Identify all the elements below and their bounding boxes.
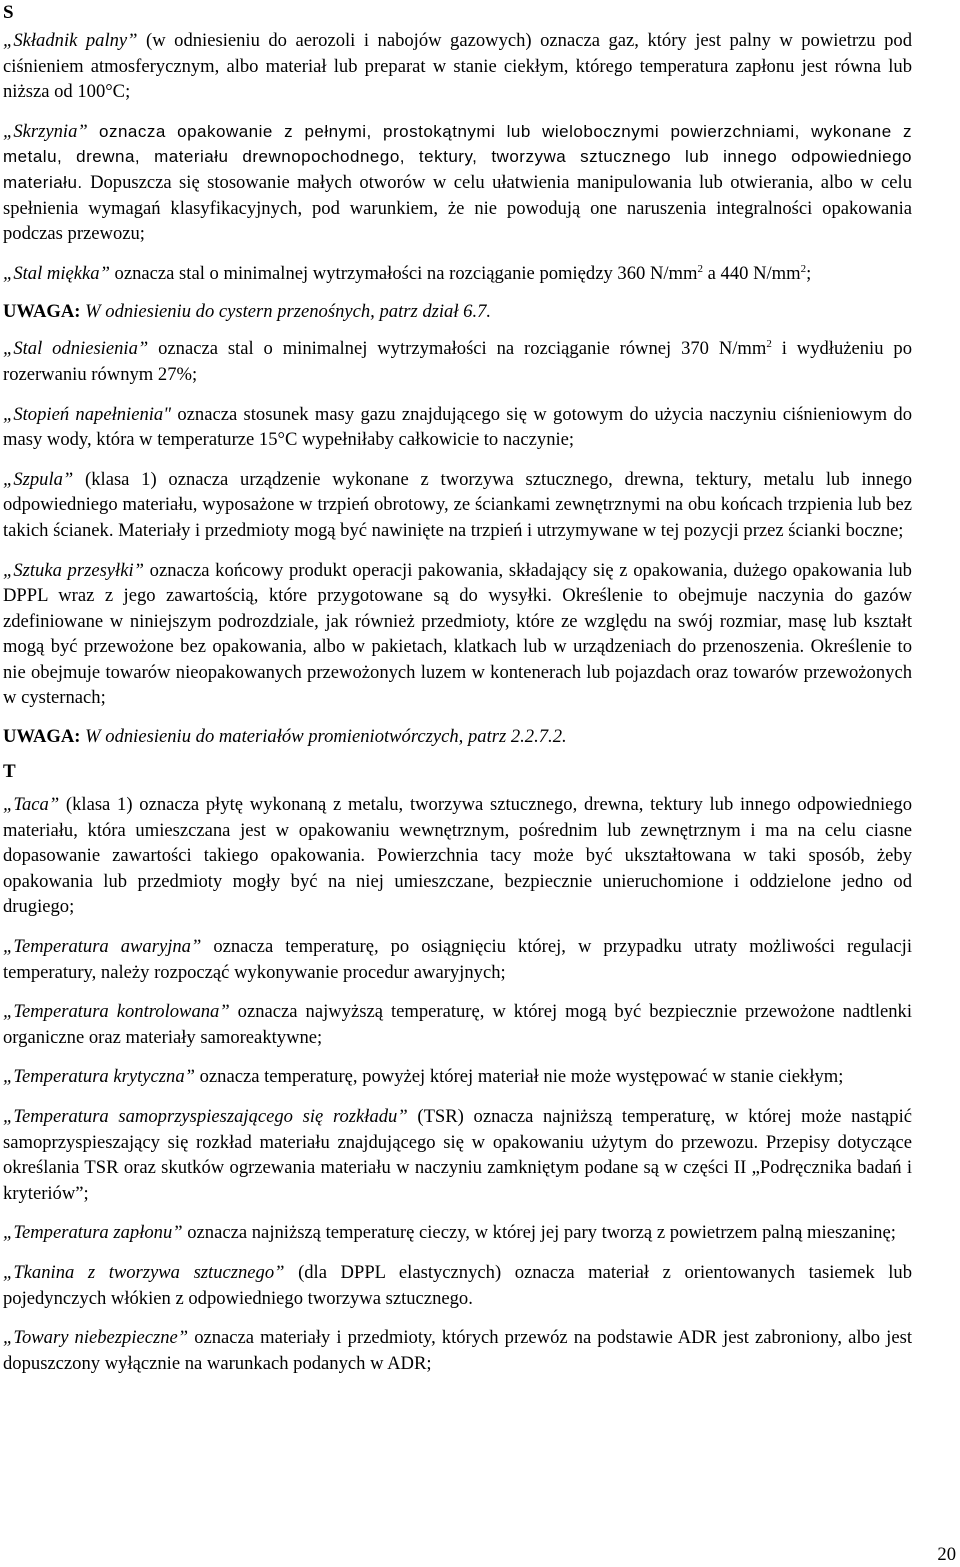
note-label: UWAGA: bbox=[3, 726, 81, 748]
definition-text: (TSR) oznacza najniższą temperaturę, w której może nastąpić samoprzyspieszający się rozkład materiału znajdującego się w opakowaniu użytym do przewozu. Przepisy dotyczące określania TSR oraz skutków ogrzewania materiału w naczyniu zamkniętym podane są w części II „Podręcznika badań i kryteriów”; bbox=[3, 1106, 913, 1204]
definition-text-continued: i wydłużeniu po rozerwaniu równym 27%; bbox=[3, 338, 912, 385]
definition-stal-odniesienia bbox=[3, 336, 912, 387]
definition-text: oznacza materiały i przedmioty, których przewóz na podstawie ADR jest zabroniony, albo jest dopuszczony wyłącznie na warunkach podanych w ADR; bbox=[3, 1327, 912, 1374]
definition-text: oznacza najwyższą temperaturę, w której mogą być bezpiecznie przewożone nadtlenki organiczne oraz materiały samoreaktywne; bbox=[3, 1001, 912, 1048]
definition-text: oznacza najniższą temperaturę cieczy, w której jej pary tworzą z powietrzem palną mieszaninę; bbox=[182, 1222, 896, 1244]
definition-tkanina bbox=[3, 1260, 912, 1311]
superscript: 2 bbox=[800, 262, 807, 275]
definition-temperatura-awaryjna bbox=[3, 934, 912, 985]
definition-term: „Towary niebezpieczne” bbox=[3, 1327, 189, 1349]
definition-temperatura-krytyczna bbox=[3, 1064, 912, 1090]
definition-term: „Taca” bbox=[3, 794, 60, 816]
definition-temperatura-kontrolowana bbox=[3, 999, 912, 1050]
definition-text: oznacza stosunek masy gazu znajdującego się w gotowym do użycia naczyniu ciśnieniowym do masy wody, która w temperaturze 15°C wypełniłaby całkowicie to naczynie; bbox=[3, 403, 912, 451]
superscript: 2 bbox=[697, 262, 703, 275]
definition-term: „Skrzynia” bbox=[3, 120, 88, 142]
note-cystern bbox=[3, 300, 912, 324]
definition-term: „Składnik palny” bbox=[3, 30, 138, 51]
definition-sztuka-przesylki bbox=[3, 558, 912, 712]
definition-text-continued: Dopuszcza się stosowanie małych otworów w celu ułatwienia manipulowania lub otwierania, albo w celu spełnienia wymagań klasyfikacyjnych, pod warunkiem, że nie powodują one naruszenia integralności opakowania podczas przewozu; bbox=[3, 171, 912, 245]
section-letter-t: T bbox=[3, 761, 16, 783]
definition-towary-niebezpieczne bbox=[3, 1325, 912, 1376]
definition-term: „Temperatura zapłonu” bbox=[3, 1222, 183, 1244]
definition-text: (klasa 1) oznacza urządzenie wykonane z tworzywa sztucznego, drewna, tektury, metalu lub innego odpowiedniego materiału, wyposażone w trzpień obrotowy, ze ściankami zewnętrznymi na obu końcach trzpienia lub bez takich ścianek. Materiały i przedmioty mogą być nawinięte na trzpień i utrzymywane w tej pozycji przez ścianki boczne; bbox=[3, 468, 912, 541]
definition-term: „Temperatura kontrolowana” bbox=[3, 1001, 230, 1023]
definition-temperatura-zaplonu bbox=[3, 1220, 912, 1246]
page-number: 20 bbox=[937, 1544, 956, 1565]
note-text: W odniesieniu do materiałów promieniotwórczych, patrz 2.2.7.2. bbox=[80, 726, 567, 748]
superscript: 2 bbox=[766, 338, 772, 351]
definition-temperatura-samoprzyspieszajacego-rozkladu bbox=[3, 1104, 912, 1206]
note-text: W odniesieniu do cystern przenośnych, patrz dział 6.7. bbox=[80, 301, 492, 323]
note-promieniotworcze bbox=[3, 725, 912, 749]
definition-term: „Stopień napełnienia" bbox=[3, 403, 172, 425]
definition-term: „Temperatura awaryjna” bbox=[3, 936, 202, 958]
definition-text: oznacza temperaturę, po osiągnięciu której, w przypadku utraty możliwości regulacji temperatury, należy rozpocząć wykonywanie procedur awaryjnych; bbox=[3, 936, 913, 983]
definition-taca bbox=[3, 792, 912, 920]
note-label: UWAGA: bbox=[3, 301, 81, 323]
definition-text: oznacza stal o minimalnej wytrzymałości na rozciąganie pomiędzy 360 N/mm bbox=[109, 262, 698, 284]
definition-term: „Stal miękka” bbox=[3, 262, 110, 284]
document-page bbox=[3, 0, 912, 1390]
definition-term: „Temperatura krytyczna” bbox=[3, 1066, 195, 1088]
definition-stal-miekka bbox=[3, 261, 912, 287]
definition-term: „Temperatura samoprzyspieszającego się rozkładu” bbox=[3, 1106, 408, 1127]
definition-text: (w odniesieniu do aerozoli i nabojów gazowych) oznacza gaz, który jest palny w powietrzu pod ciśnieniem atmosferycznym, albo materiał lub preparat w stanie ciekłym, którego temperatura zapłonu jest równa lub niższa od 100°C; bbox=[3, 30, 912, 103]
definition-szpula bbox=[3, 467, 912, 544]
definition-term: „Tkanina z tworzywa sztucznego” bbox=[3, 1261, 285, 1283]
definition-text: (dla DPPL elastycznych) oznacza materiał z orientowanych tasiemek lub pojedynczych włókien z odpowiedniego tworzywa sztucznego. bbox=[3, 1261, 913, 1309]
definition-skrzynia bbox=[3, 119, 912, 247]
definition-text-end: ; bbox=[806, 262, 812, 284]
definition-skladnik-palny bbox=[3, 28, 912, 105]
definition-text: oznacza temperaturę, powyżej której materiał nie może występować w stanie ciekłym; bbox=[194, 1066, 844, 1088]
definition-term: „Szpula” bbox=[3, 468, 74, 490]
definition-text: (klasa 1) oznacza płytę wykonaną z metalu, tworzywa sztucznego, drewna, tektury lub innego odpowiedniego materiału, która umieszczana jest w opakowaniu wewnętrznym, pośrednim lub zewnętrznym i ma na celu ciasne dopasowanie zawartości takiego opakowania. Powierzchnia tacy może być ukształtowana w taki sposób, żeby opakowania lub przedmioty mogły być na niej umieszczane, bezpiecznie unieruchomione i oddzielone jedno od drugiego; bbox=[3, 794, 912, 918]
definition-term: „Stal odniesienia” bbox=[3, 338, 149, 360]
definition-term: „Sztuka przesyłki” bbox=[3, 559, 144, 581]
definition-text: oznacza stal o minimalnej wytrzymałości na rozciąganie równej 370 N/mm bbox=[148, 338, 767, 360]
definition-stopien-napelnienia bbox=[3, 402, 912, 453]
definition-text: oznacza końcowy produkt operacji pakowania, składający się z opakowania, dużego opakowania lub DPPL wraz z jego zawartością, które przygotowane są do wysyłki. Określenie to obejmuje naczynia do gazów zdefiniowane w niniejszym podrozdziale, jak również przedmioty, które ze względu na swój rozmiar, masę lub kształt mogą być przewożone bez opakowania, albo w pakietach, klatkach lub w urządzeniach do przenoszenia. Określenie to nie obejmuje towarów nieopakowanych przewożonych luzem w kontenerach lub pojazdach oraz towarów przewożonych w cysternach; bbox=[3, 559, 912, 709]
definition-text: oznacza opakowanie z pełnymi, prostokątnymi lub wielobocznymi powierzchniami, wykonane z metalu, drewna, materiału drewnopochodnego, tektury, tworzywa sztucznego lub innego odpowiedniego materiału. bbox=[3, 121, 912, 192]
definition-text-continued: a 440 N/mm bbox=[702, 262, 801, 284]
section-letter-s: S bbox=[3, 2, 14, 23]
